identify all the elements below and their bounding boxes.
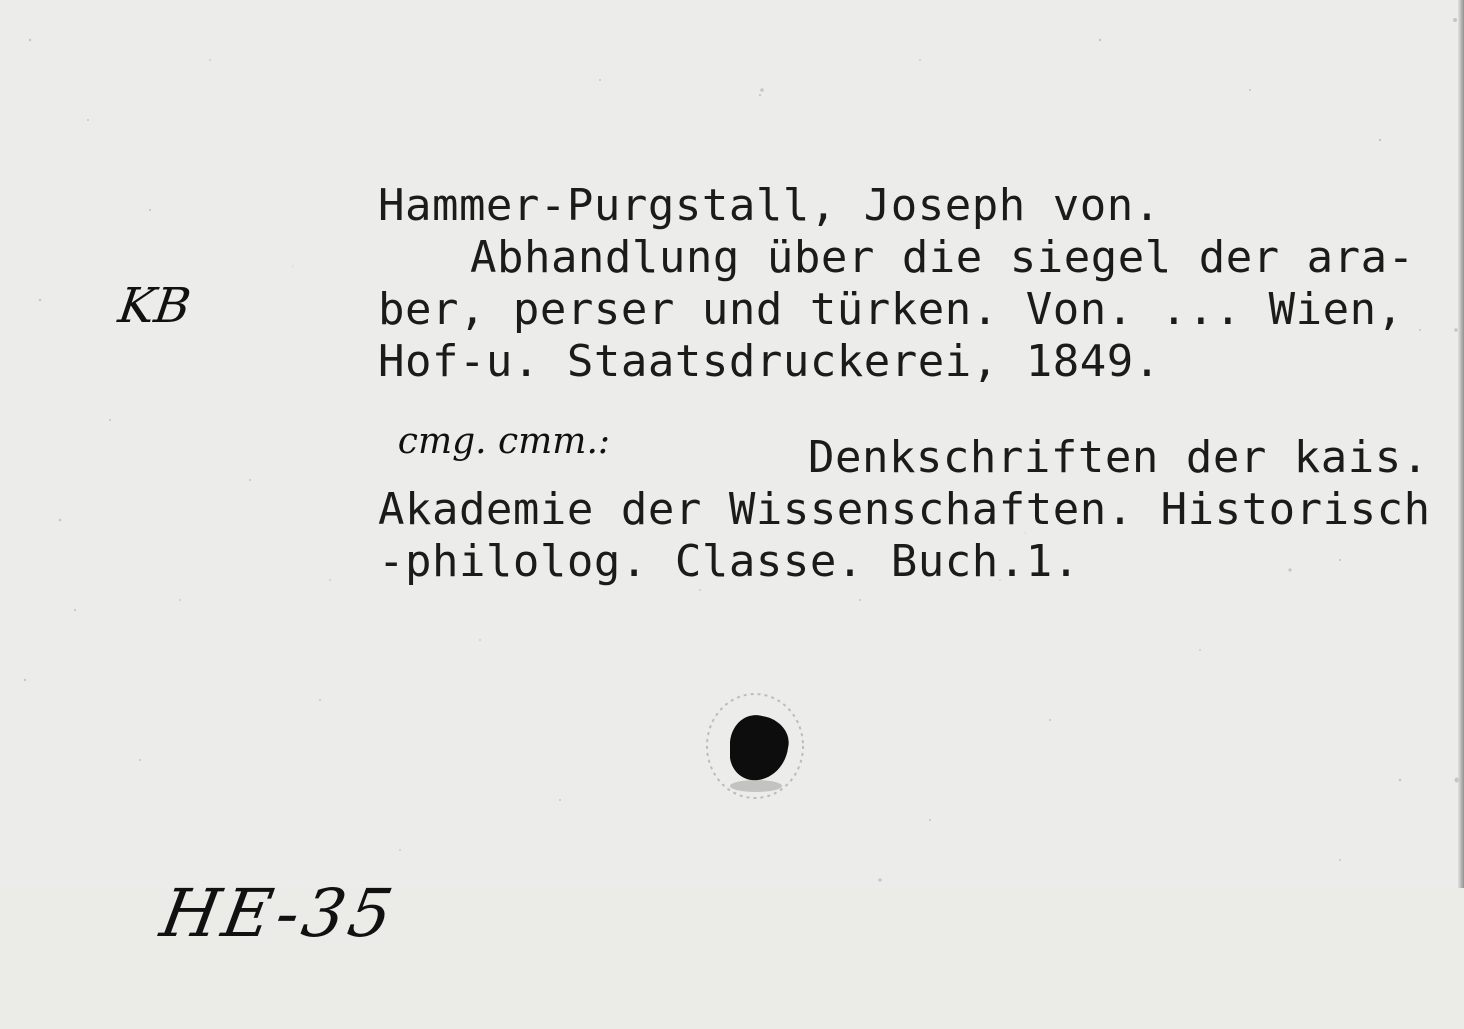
call-number-handwritten	[42, 798, 416, 1029]
title-line-1-text: Abhandlung über die siegel der ara-	[469, 232, 1415, 283]
call-number-text: HE-35	[155, 875, 402, 952]
margin-mark-text: KB	[115, 278, 195, 334]
card-punch-hole	[700, 682, 810, 807]
title-line-2-text: ber, perser und türken. Von. ... Wien,	[377, 284, 1404, 335]
title-line-3-text: Hof-u. Staatsdruckerei, 1849.	[377, 336, 1161, 387]
series-line-2-text: Akademie der Wissenschaften. Historisch	[377, 484, 1431, 535]
margin-mark-handwritten	[46, 222, 202, 390]
series-line-3-text: -philolog. Classe. Buch.1.	[377, 536, 1080, 587]
series-line-3	[270, 496, 1080, 628]
author-heading-text: Hammer-Purgstall, Joseph von.	[377, 180, 1161, 231]
series-prefix-text: cтg. cтт.:	[397, 421, 611, 462]
card-right-edge-shadow	[1458, 0, 1464, 888]
series-line-1-text: Denkschriften der kais.	[807, 432, 1429, 483]
